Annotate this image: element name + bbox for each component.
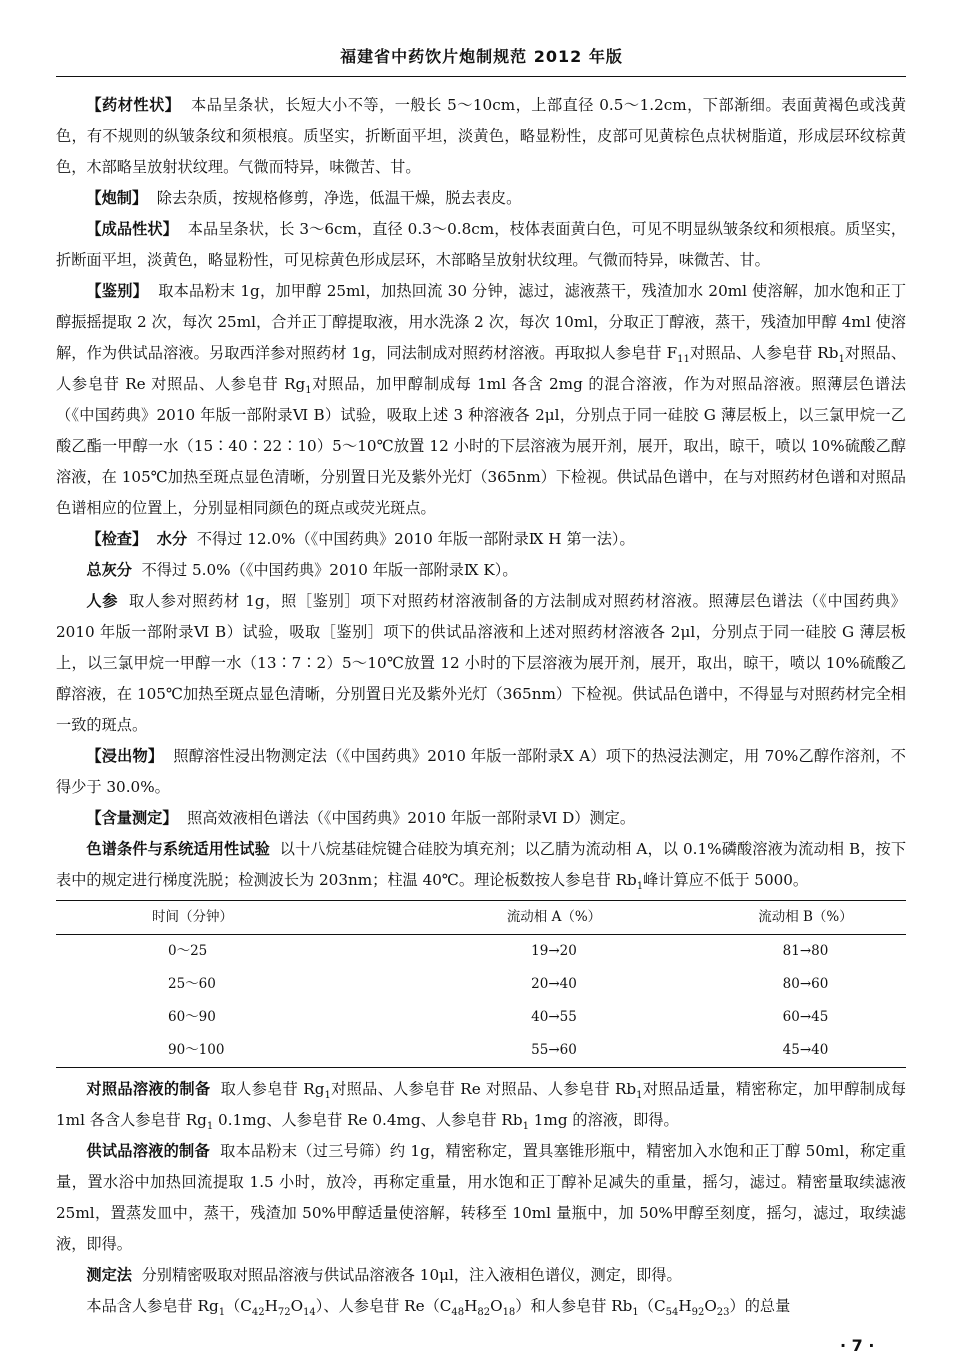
section-text: 不得过 12.0%（《中国药典》2010 年版一部附录Ⅸ H 第一法）。 [196,530,635,548]
table-header-row [56,901,906,935]
section-chengpin-xingzhuang [56,214,906,276]
text-run: 本品含人参皂苷 Rg [86,1297,219,1315]
text-run: 取人参皂苷 Rg [220,1080,325,1098]
running-header: 福建省中药饮片炮制规范 2012 年版 [340,47,623,66]
subscript: 1 [632,1307,639,1319]
subsection-label: 色谱条件与系统适用性试验 [86,840,270,858]
table-cell: 60→45 [782,1009,829,1025]
section-text: 分别精密吸取对照品溶液与供试品溶液各 10μl，注入液相色谱仪，测定，即得。 [141,1266,682,1284]
section-label: 【药材性状】 [86,96,181,114]
section-label: 【炮制】 [86,189,148,207]
table-cell: 55→60 [403,1034,705,1068]
section-yaocai-xingzhuang [56,90,906,183]
subscript: 82 [477,1307,491,1319]
section-text: 不得过 5.0%（《中国药典》2010 年版一部附录Ⅸ K）。 [141,561,518,579]
text-run: 取本品粉末 1g，加甲醇 25ml，加热回流 30 分钟，滤过，滤液蒸干，残渣加水 20ml 使溶解，加水饱和正丁醇振摇提取 2 次，每次 25ml，合并正丁醇提取液，用水洗涤 2 次，每次 10ml，分取正丁醇液，蒸干，残渣加甲醇 4ml 使溶解，作为供试品溶液。另取西洋参对照药材 1g，同法制成对照药材溶液。再取拟人参皂苷 F [56,282,907,362]
subscript: 48 [451,1307,465,1319]
text-run: H [464,1297,478,1315]
table-row [56,935,906,969]
subscript: 1 [218,1307,226,1319]
section-hanliang [56,803,906,834]
section-duizhao-zhibei [56,1074,906,1136]
subsection-label: 水分 [156,530,188,548]
table-cell: 80→60 [782,976,829,992]
subscript: 11 [677,354,690,366]
text-run: O [290,1297,304,1315]
text-run: 以十八烷基硅烷键合硅胶为填充剂；以乙腈为流动相 A，以 0.1%磷酸溶液为流动相 B，按下表中的规定进行梯度洗脱；检测波长为 203nm；柱温 40℃。理论板数按人参皂苷 Rb [56,840,907,889]
text-run: O [704,1297,717,1315]
section-text: 取人参对照药材 1g，照［鉴别］项下对照药材溶液制备的方法制成对照药材溶液。照薄层色谱法（《中国药典》2010 年版一部附录Ⅵ B）试验，吸取［鉴别］项下的供试品溶液和上述对照药材溶液各 2μl，分别点于同一硅胶 G 薄层板上，以三氯甲烷一甲醇一水（13∶7∶2）5～10℃放置 12 小时的下层溶液为展开剂，展开，取出，晾干，喷以 10%硫酸乙醇溶液，在 105℃加热至斑点显色清晰，分别置日光及紫外光灯（365nm）下检视。供试品色谱中，不得显与对照药材完全相一致的斑点。 [56,592,906,734]
section-paozhi [56,183,906,214]
column-header: 流动相 A（%） [403,901,705,935]
subsection-label: 总灰分 [86,561,132,579]
text-run: 对照品、人参皂苷 Re 对照品、人参皂苷 Rg [56,344,907,393]
section-label: 【鉴别】 [86,282,149,300]
table-row [56,968,906,1001]
text-run: 1mg 的溶液，即得。 [528,1111,679,1129]
text-run: 对照品、人参皂苷 Re 对照品、人参皂苷 Rb [330,1080,637,1098]
text-run: 对照品，加甲醇制成每 1ml 各含 2mg 的混合溶液，作为对照品溶液。照薄层色谱法（《中国药典》2010 年版一部附录Ⅵ B）试验，吸取上述 3 种溶液各 2μl，分别点于同一硅胶 G 薄层板上，以三氯甲烷一乙酸乙酯一甲醇一水（15∶40∶22∶10）5～10℃放置 12 小时的下层溶液为展开剂，展开，取出，晾干，喷以 10%硫酸乙醇溶液，在 105℃加热至斑点显色清晰，分别置日光及紫外光灯（365nm）下检视。供试品色谱中，在与对照药材色谱和对照品色谱相应的位置上，分别显相同颜色的斑点或荧光斑点。 [56,375,906,517]
text-run: H [264,1297,278,1315]
subscript: 1 [522,1121,529,1133]
table-cell: 90～100 [56,1034,403,1068]
subscript: 92 [691,1307,705,1319]
subscript: 1 [206,1121,214,1133]
table-cell: 19→20 [531,943,577,959]
text-run: （C [225,1297,252,1315]
section-jiancha-renshen [56,586,906,741]
subsection-label: 人参 [86,592,119,610]
section-label: 【检查】 [86,530,148,548]
text-run: O [490,1297,503,1315]
section-jiancha-shuifen [56,524,906,555]
section-text: 本品呈条状，长 3～6cm，直径 0.3～0.8cm，枝体表面黄白色，可见不明显纵皱条纹和须根痕。质坚实，折断面平坦，淡黄色，略显粉性，可见棕黄色形成层环，木部略呈放射状纹理。气微而特异，味微苦、甘。 [56,220,907,269]
section-text: 照醇溶性浸出物测定法（《中国药典》2010 年版一部附录Ⅹ A）项下的热浸法测定，用 70%乙醇作溶剂，不得少于 30.0%。 [56,747,906,796]
text-run: ）和人参皂苷 Rb [515,1297,633,1315]
gradient-table [56,900,906,1068]
section-label: 【含量测定】 [86,809,178,827]
header-rule [56,76,906,77]
text-run: （C [638,1297,666,1315]
text-run: ）的总量 [729,1297,791,1315]
table-cell: 45→40 [705,1034,906,1068]
section-sepu-tiaojian [56,834,906,896]
page-number: · 7 · [840,1336,875,1355]
table-cell: 60～90 [168,1009,216,1025]
text-run: 对照品、人参皂苷 Rb [689,344,839,362]
section-text: 照高效液相色谱法（《中国药典》2010 年版一部附录Ⅵ D）测定。 [187,809,636,827]
section-cedingfa [56,1260,906,1291]
section-jiancha-huifen [56,555,906,586]
subscript: 1 [636,881,644,893]
subscript: 1 [324,1090,331,1102]
text-run: H [678,1297,692,1315]
subscript: 54 [665,1307,679,1319]
subsection-label: 对照品溶液的制备 [86,1080,211,1098]
subscript: 18 [502,1307,516,1319]
subsection-label: 测定法 [86,1266,132,1284]
section-gongshi-zhibei [56,1136,906,1260]
subsection-label: 供试品溶液的制备 [86,1142,210,1160]
subscript: 14 [303,1307,316,1319]
subscript: 1 [838,354,845,366]
text-run: 0.1mg、人参皂苷 Re 0.4mg、人参皂苷 Rb [213,1111,523,1129]
section-label: 【成品性状】 [86,220,178,238]
section-text: 本品呈条状，长短大小不等，一般长 5～10cm，上部直径 0.5～1.2cm，下部渐细。表面黄褐色或浅黄色，有不规则的纵皱条纹和须根痕。质坚实，折断面平坦，淡黄色，略显粉性，皮部可见黄棕色点状树脂道，形成层环纹棕黄色，木部略呈放射状纹理。气微而特异，味微苦、甘。 [56,96,907,176]
table-cell: 0～25 [168,943,208,959]
text-run: 对照品适量，精密称定，加甲醇制成每 1ml 各含人参皂苷 Rg [56,1080,906,1129]
section-jianbie [56,276,906,524]
section-text: 除去杂质，按规格修剪，净选，低温干燥，脱去表皮。 [156,189,522,207]
text-run: 峰计算应不低于 5000。 [643,871,809,889]
page-body [56,90,906,1322]
section-text: 取本品粉末（过三号筛）约 1g，精密称定，置具塞锥形瓶中，精密加入水饱和正丁醇 50ml，称定重量，置水浴中加热回流提取 1.5 小时，放冷，再称定重量，用水饱和正丁醇补足减失的重量，摇匀，滤过。精密量取续滤液 25ml，置蒸发皿中，蒸干，残渣加 50%甲醇适量使溶解，转移至 10ml 量瓶中，加 50%甲醇至刻度，摇匀，滤过，取续滤液，即得。 [56,1142,907,1253]
subscript: 42 [251,1307,265,1319]
section-hanliang-xiandu [56,1291,906,1322]
table-cell: 25～60 [168,976,216,992]
subscript: 72 [277,1307,291,1319]
table-row [56,1034,906,1068]
table-cell: 20→40 [531,976,577,992]
section-label: 【浸出物】 [86,747,164,765]
text-run: ）、人参皂苷 Re（C [315,1297,452,1315]
section-jinchuwu [56,741,906,803]
table-cell: 40→55 [531,1009,577,1025]
subscript: 1 [636,1090,643,1102]
table-cell: 81→80 [782,943,829,959]
subscript: 23 [716,1307,730,1319]
subscript: 1 [305,385,312,397]
table-row [56,1001,906,1034]
column-header: 流动相 B（%） [705,901,906,935]
column-header: 时间（分钟） [56,901,403,935]
